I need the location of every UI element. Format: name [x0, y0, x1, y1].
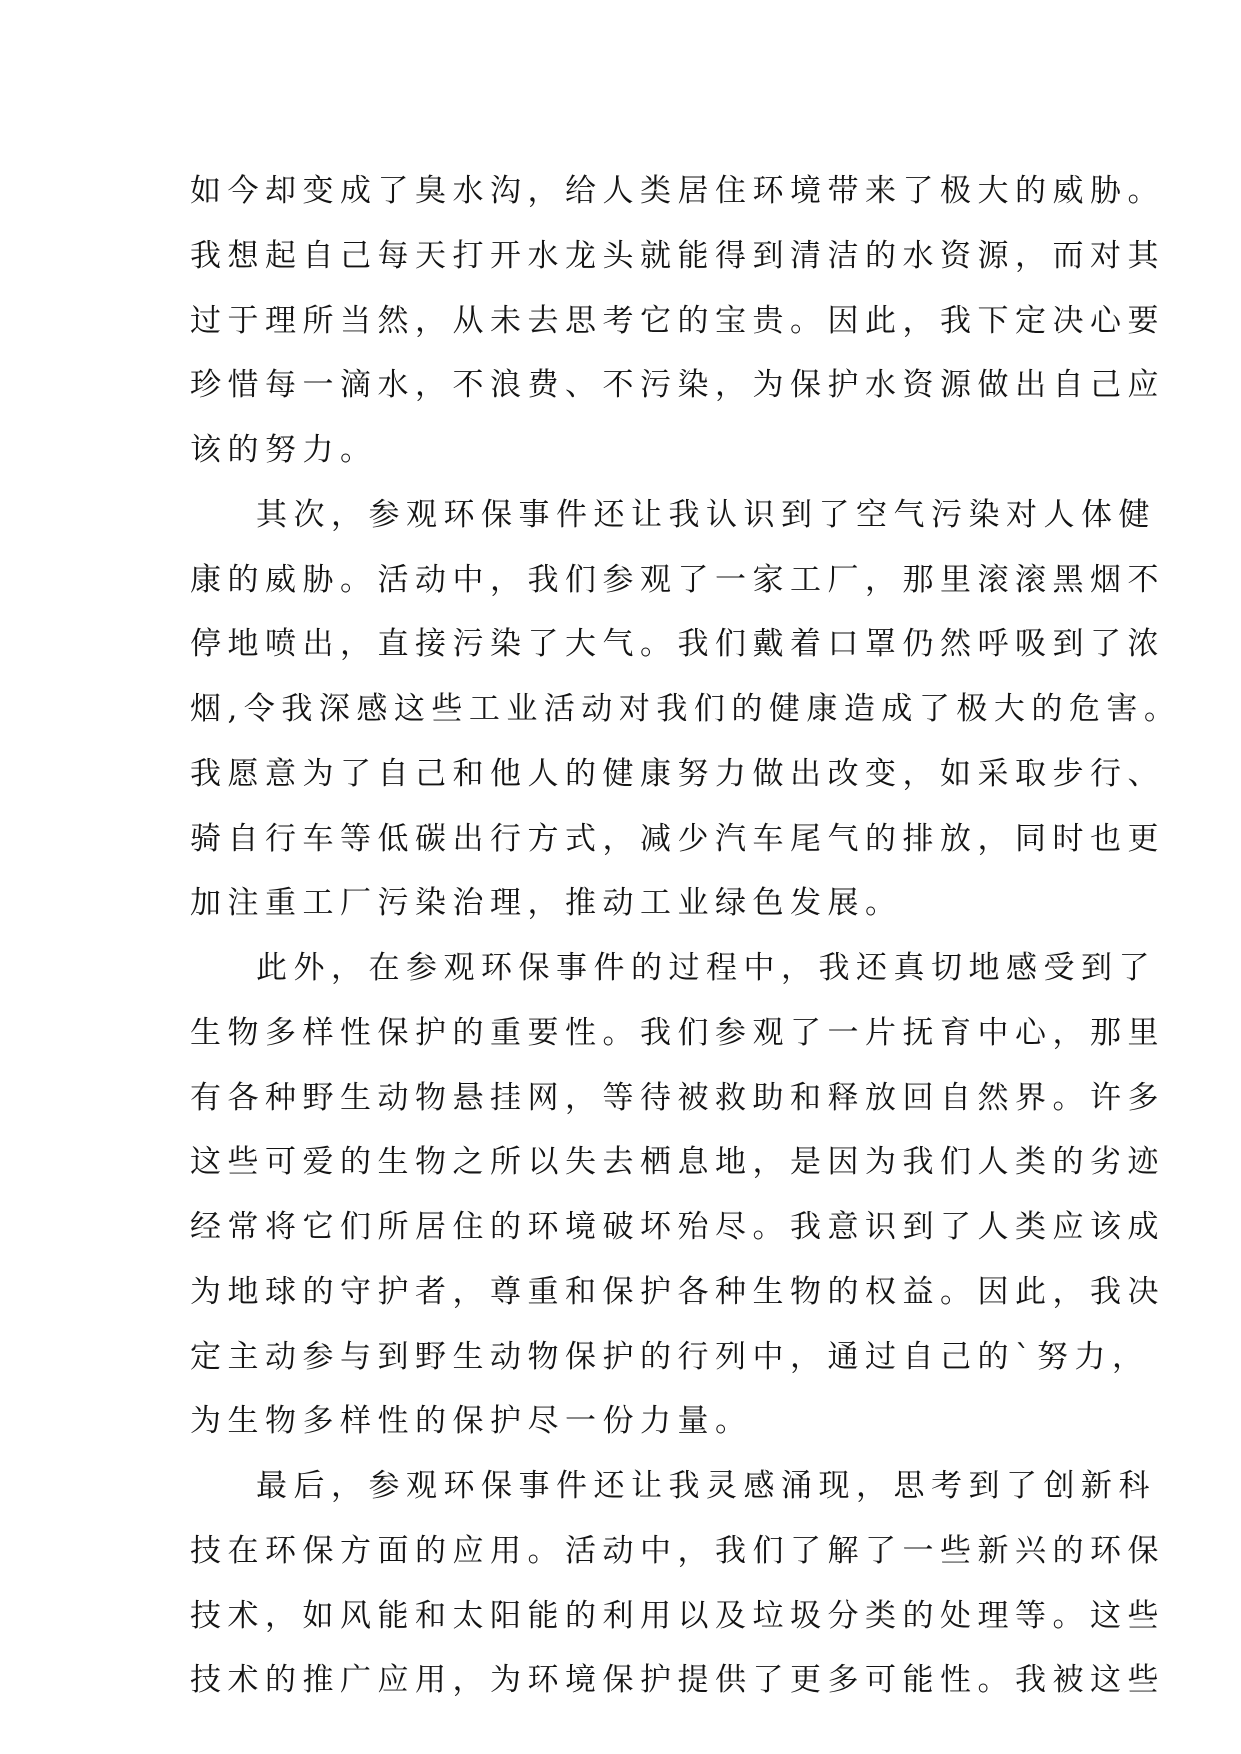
text-line: 该的努力。 [190, 432, 378, 468]
text-line: 定主动参与到野生动物保护的行列中，通过自己的`努力， [190, 1338, 1150, 1375]
text-line: 停地喷出，直接污染了大气。我们戴着口罩仍然呼吸到了浓 [190, 626, 1165, 663]
text-line: 烟,令我深感这些工业活动对我们的健康造成了极大的危害。 [190, 691, 1182, 727]
text-line: 过于理所当然，从未去思考它的宝贵。因此，我下定决心要 [190, 302, 1165, 339]
paragraph-first-line: 此外，在参观环保事件的过程中，我还真切地感受到了 [256, 950, 1156, 986]
text-line: 技术，如风能和太阳能的利用以及垃圾分类的处理等。这些 [190, 1597, 1165, 1634]
body-text [190, 159, 1182, 1713]
text-line: 有各种野生动物悬挂网，等待被救助和释放回自然界。许多 [190, 1079, 1165, 1116]
text-line: 我愿意为了自己和他人的健康努力做出改变，如采取步行、 [190, 755, 1165, 792]
text-line: 如今却变成了臭水沟，给人类居住环境带来了极大的威胁。 [190, 173, 1165, 209]
text-line: 为生物多样性的保护尽一份力量。 [190, 1403, 753, 1440]
text-line: 康的威胁。活动中，我们参观了一家工厂，那里滚滚黑烟不 [190, 561, 1165, 598]
paragraph-first-line: 其次，参观环保事件还让我认识到了空气污染对人体健 [256, 496, 1156, 533]
text-line: 生物多样性保护的重要性。我们参观了一片抚育中心，那里 [190, 1014, 1165, 1051]
text-line: 经常将它们所居住的环境破坏殆尽。我意识到了人类应该成 [190, 1209, 1165, 1245]
text-line: 为地球的守护者，尊重和保护各种生物的权益。因此，我决 [190, 1273, 1165, 1310]
text-line: 我想起自己每天打开水龙头就能得到清洁的水资源，而对其 [190, 237, 1165, 274]
paragraph-first-line: 最后，参观环保事件还让我灵感涌现，思考到了创新科 [256, 1468, 1156, 1504]
text-line: 这些可爱的生物之所以失去栖息地，是因为我们人类的劣迹 [190, 1144, 1165, 1181]
text-line: 骑自行车等低碳出行方式，减少汽车尾气的排放，同时也更 [190, 820, 1165, 857]
text-line: 技在环保方面的应用。活动中，我们了解了一些新兴的环保 [190, 1532, 1165, 1569]
text-line: 珍惜每一滴水，不浪费、不污染，为保护水资源做出自己应 [190, 367, 1165, 404]
text-line: 加注重工厂污染治理，推动工业绿色发展。 [190, 885, 903, 922]
text-line: 技术的推广应用，为环境保护提供了更多可能性。我被这些 [190, 1662, 1165, 1699]
